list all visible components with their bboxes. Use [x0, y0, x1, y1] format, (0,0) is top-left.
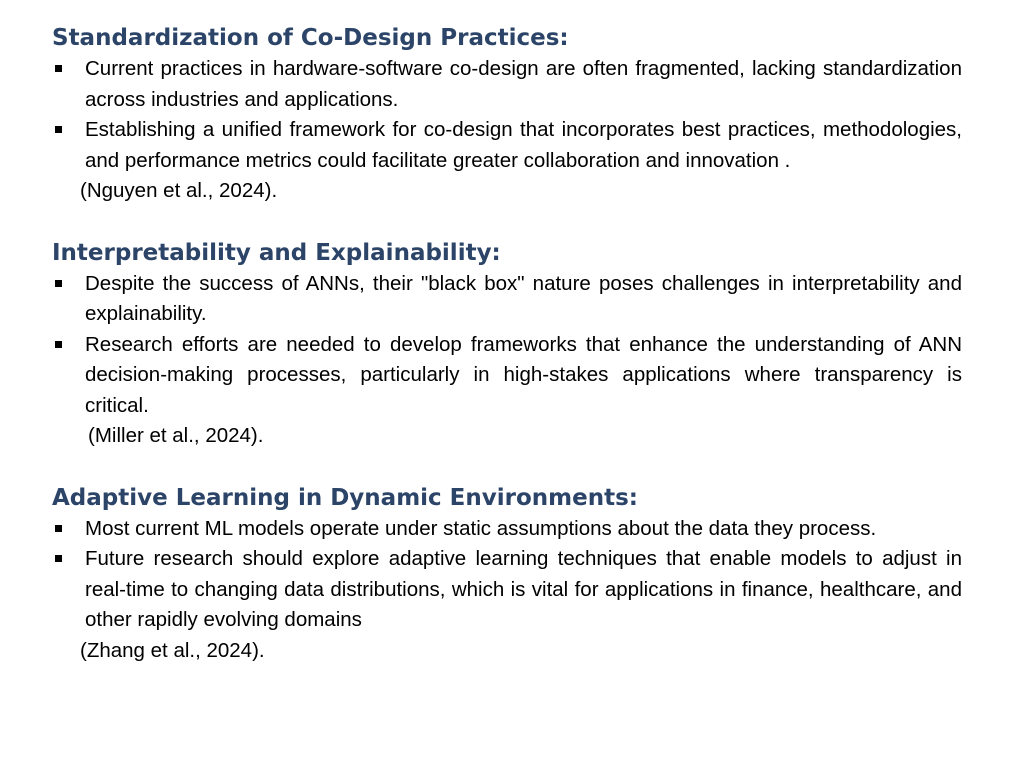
bullet-text: Despite the success of ANNs, their "black box" nature poses challenges in interpretability and explainability. [85, 271, 962, 325]
citation: (Zhang et al., 2024). [80, 638, 265, 662]
bullet-item [52, 544, 962, 636]
bullet-list [52, 269, 962, 422]
square-bullet-icon [55, 65, 62, 72]
square-bullet-icon [55, 126, 62, 133]
bullet-item [52, 514, 962, 545]
square-bullet-icon [55, 525, 62, 532]
bullet-text: Most current ML models operate under static assumptions about the data they process. [85, 516, 877, 540]
square-bullet-icon [55, 555, 62, 562]
citation: (Miller et al., 2024). [88, 424, 264, 447]
section-heading: Standardization of Co-Design Practices: [52, 25, 569, 51]
bullet-text: Future research should explore adaptive learning techniques that enable models to adjust in real-time to changing data distributions, which is vital for applications in finance, healthcare, and other rapidly evolving domains [85, 547, 962, 631]
slide-content [52, 22, 962, 666]
section-adaptive-learning [52, 482, 962, 667]
bullet-list [52, 54, 962, 176]
bullet-list [52, 514, 962, 636]
square-bullet-icon [55, 341, 62, 348]
bullet-text: Research efforts are needed to develop frameworks that enhance the understanding of ANN decision-making processes, particularly in high-stakes applications where transparency is critical. [85, 332, 962, 417]
citation: (Nguyen et al., 2024). [80, 179, 278, 202]
bullet-item [52, 115, 962, 176]
square-bullet-icon [55, 280, 62, 287]
section-standardization [52, 22, 962, 207]
section-heading: Interpretability and Explainability: [52, 239, 501, 266]
bullet-text: Establishing a unified framework for co-design that incorporates best practices, methodologies, and performance metrics could facilitate greater collaboration and innovation . [85, 118, 962, 172]
bullet-item [52, 330, 962, 422]
section-interpretability [52, 237, 962, 452]
section-heading: Adaptive Learning in Dynamic Environments: [52, 484, 638, 511]
bullet-text: Current practices in hardware-software co-design are often fragmented, lacking standardization across industries and applications. [85, 57, 962, 111]
bullet-item [52, 54, 962, 115]
bullet-item [52, 269, 962, 330]
